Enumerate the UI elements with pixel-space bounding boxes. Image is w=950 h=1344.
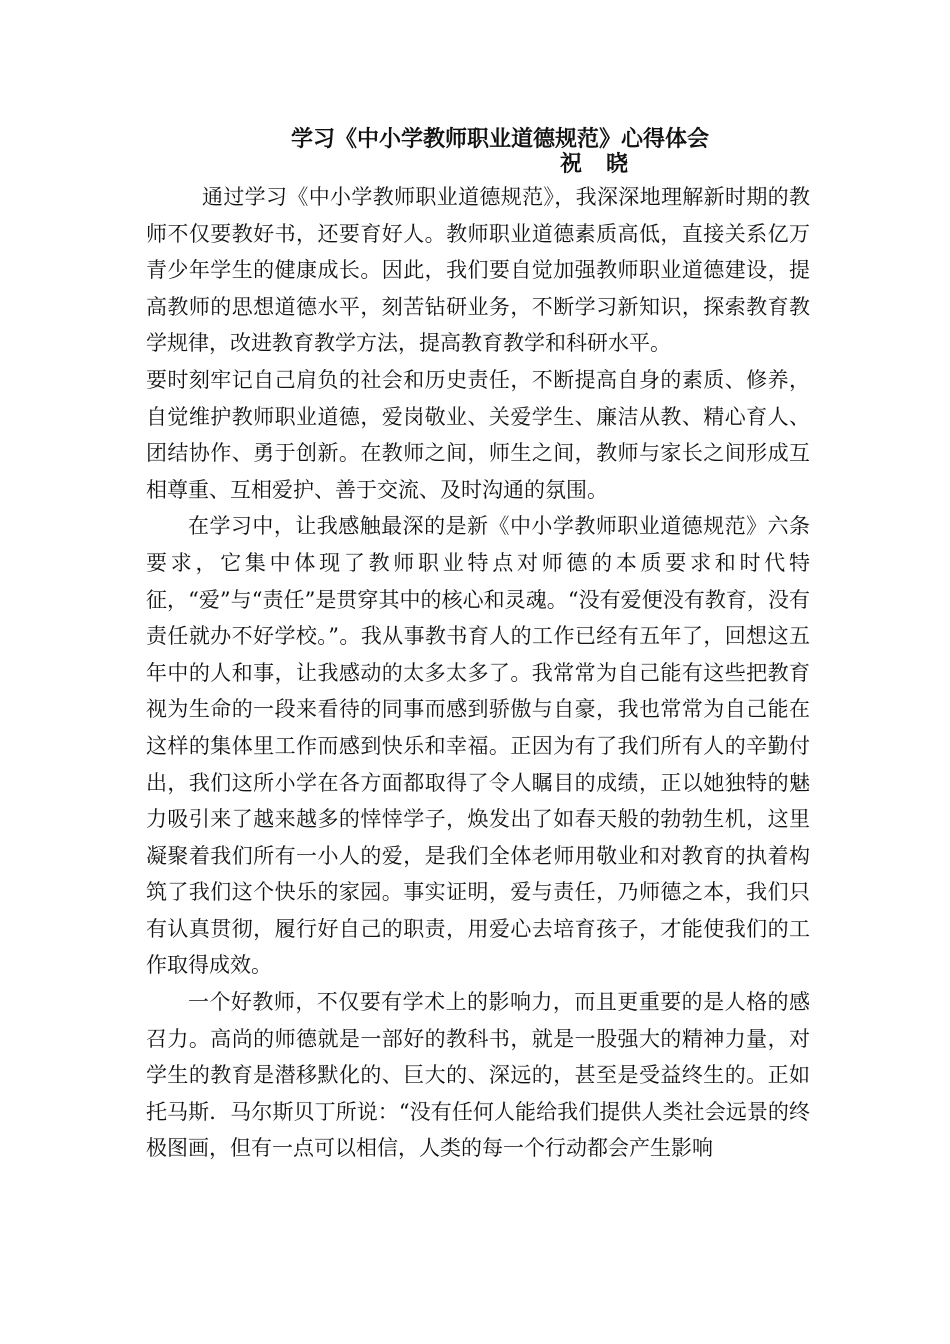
paragraph-3: 在学习中，让我感触最深的是新《中小学教师职业道德规范》六条要求，它集中体现了教师职业特点对师德的本质要求和时代特征，“爱”与“责任”是贯穿其中的核心和灵魂。“没有爱便没有教育，没有责任就办不好学校。”。我从事教书育人的工作已经有五年了，回想这五年中的人和事，让我感动的太多太多了。我常常为自己能有这些把教育视为生命的一段来看待的同事而感到骄傲与自豪，我也常常为自己能在这样的集体里工作而感到快乐和幸福。正因为有了我们所有人的辛勤付出，我们这所小学在各方面都取得了令人瞩目的成绩，正以她独特的魅力吸引来了越来越多的悻悻学子，焕发出了如春天般的勃勃生机，这里凝聚着我们所有一小人的爱，是我们全体老师用敬业和对教育的执着构筑了我们这个快乐的家园。事实证明，爱与责任，乃师德之本，我们只有认真贯彻，履行好自己的职责，用爱心去培育孩子，才能使我们的工作取得成效。	[146, 514, 810, 978]
document-title: 学习《中小学教师职业道德规范》心得体会	[290, 126, 709, 152]
paragraph-1: 通过学习《中小学教师职业道德规范》，我深深地理解新时期的教师不仅要教好书，还要育好人。教师职业道德素质高低，直接关系亿万青少年学生的健康成长。因此，我们要自觉加强教师职业道德建设，提高教师的思想道德水平，刻苦钻研业务，不断学习新知识，探索教育教学规律，改进教育教学方法，提高教育教学和科研水平。	[146, 185, 810, 356]
author-name: 祝晓	[560, 151, 653, 177]
document-body	[146, 179, 810, 1167]
paragraph-4: 一个好教师，不仅要有学术上的影响力，而且更重要的是人格的感召力。高尚的师德就是一部好的教科书，就是一股强大的精神力量，对学生的教育是潜移默化的、巨大的、深远的，甚至是受益终生的。正如托马斯．马尔斯贝丁所说：“没有任何人能给我们提供人类社会远景的终极图画，但有一点可以相信，人类的每一个行动都会产生影响	[146, 990, 810, 1161]
paragraph-2: 要时刻牢记自己肩负的社会和历史责任，不断提高自身的素质、修养，自觉维护教师职业道德，爱岗敬业、关爱学生、廉洁从教、精心育人、团结协作、勇于创新。在教师之间，师生之间，教师与家长之间形成互相尊重、互相爱护、善于交流、及时沟通的氛围。	[146, 367, 810, 502]
